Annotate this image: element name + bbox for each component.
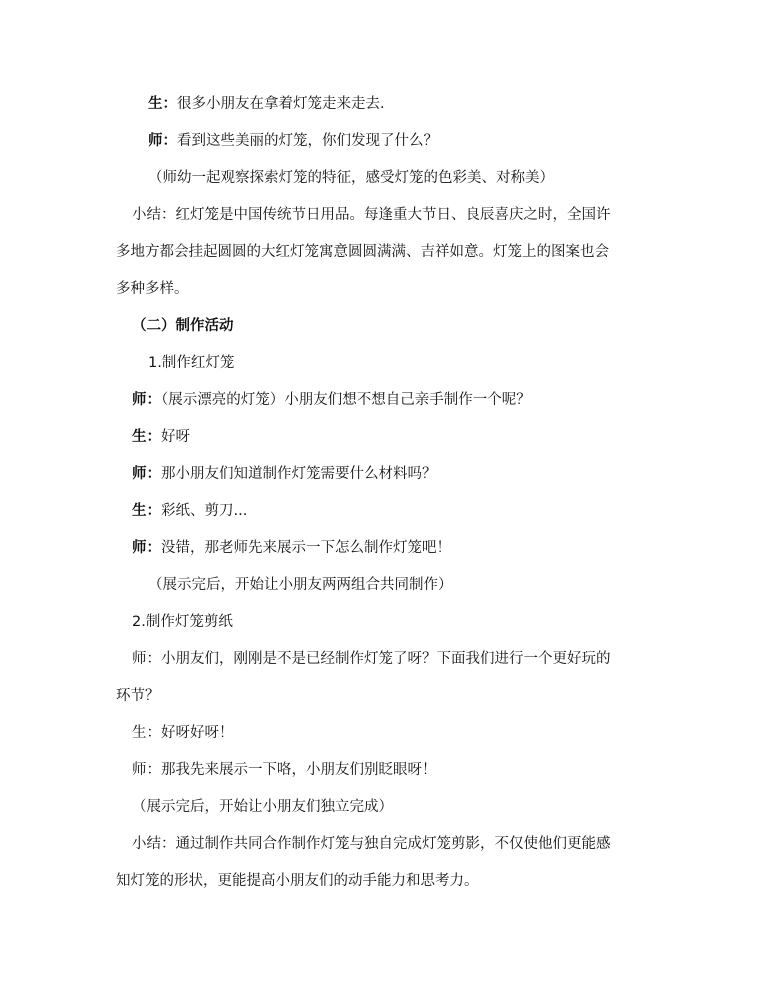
dialogue-text: （展示漂亮的灯笼）小朋友们想不想自己亲手制作一个呢？ <box>161 392 531 408</box>
summary-line: 小结：红灯笼是中国传统节日用品。每逢重大节日、良辰喜庆之时，全国许 <box>132 207 611 223</box>
activity-note: （展示完后，开始让小朋友们独立完成） <box>132 799 393 815</box>
speaker-label: 师： <box>132 540 161 556</box>
teacher-line: 师：那我先来展示一下咯，小朋友们别眨眼呀！ <box>132 762 437 778</box>
subsection-heading: 2.制作灯笼剪纸 <box>132 614 233 630</box>
speaker-label: 生： <box>132 503 161 519</box>
dialogue-text: 彩纸、剪刀... <box>161 503 248 519</box>
dialogue-text: 那小朋友们知道制作灯笼需要什么材料吗？ <box>161 466 437 482</box>
summary-line: 多种多样。 <box>116 281 189 297</box>
dialogue-text: 没错，那老师先来展示一下怎么制作灯笼吧！ <box>161 540 451 556</box>
speaker-label: 生： <box>132 429 161 445</box>
summary-line: 知灯笼的形状，更能提高小朋友们的动手能力和思考力。 <box>116 873 479 889</box>
dialogue-text: 看到这些美丽的灯笼，你们发现了什么？ <box>177 133 438 149</box>
student-line: 生：好呀好呀！ <box>132 725 234 741</box>
summary-line: 多地方都会挂起圆圆的大红灯笼寓意圆圆满满、吉祥如意。灯笼上的图案也会 <box>116 244 609 260</box>
teacher-line: 环节？ <box>116 688 160 704</box>
dialogue-line <box>132 390 531 410</box>
dialogue-line <box>132 427 190 447</box>
section-heading: （二）制作活动 <box>132 318 234 334</box>
activity-note: （展示完后，开始让小朋友两两组合共同制作） <box>148 577 453 593</box>
speaker-label: 师： <box>132 392 161 408</box>
observation-note: （师幼一起观察探索灯笼的特征，感受灯笼的色彩美、对称美） <box>148 170 554 186</box>
dialogue-line <box>148 94 385 114</box>
summary-line: 小结：通过制作共同合作制作灯笼与独自完成灯笼剪影，不仅使他们更能感 <box>132 836 611 852</box>
subsection-heading: 1.制作红灯笼 <box>148 355 235 371</box>
dialogue-line <box>132 464 437 484</box>
teacher-line: 师：小朋友们，刚刚是不是已经制作灯笼了呀？下面我们进行一个更好玩的 <box>132 651 611 667</box>
speaker-label: 师： <box>132 466 161 482</box>
dialogue-line <box>148 131 438 151</box>
speaker-label: 师： <box>148 133 177 149</box>
dialogue-line <box>132 538 451 558</box>
speaker-label: 生： <box>148 96 177 112</box>
dialogue-line <box>132 501 247 521</box>
dialogue-text: 很多小朋友在拿着灯笼走来走去. <box>177 96 385 112</box>
dialogue-text: 好呀 <box>161 429 190 445</box>
